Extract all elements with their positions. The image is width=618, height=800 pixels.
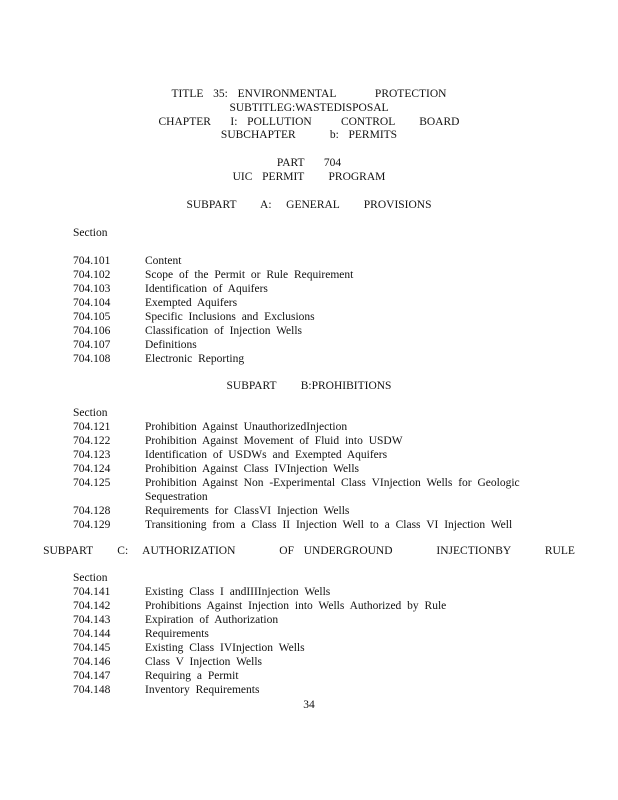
section-row: [73, 641, 543, 655]
part-line: PART 704: [276, 157, 342, 169]
section-title: Content: [145, 255, 182, 267]
section-number: 704.108: [73, 353, 111, 365]
section-list: [73, 585, 543, 697]
subpart-heading: SUBPART B:PROHIBITIONS: [226, 380, 392, 392]
section-number: 704.146: [73, 656, 111, 668]
section-title: Exempted Aquifers: [145, 297, 238, 309]
section-number: 704.103: [73, 283, 111, 295]
section-number: 704.141: [73, 586, 111, 598]
subpart-heading: SUBPART A: GENERAL PROVISIONS: [186, 199, 432, 211]
section-number: 704.122: [73, 435, 111, 447]
section-row: [73, 338, 543, 352]
section-number: 704.125: [73, 477, 111, 489]
section-list: [73, 420, 543, 532]
part-name-line: UIC PERMIT PROGRAM: [232, 171, 386, 183]
section-row: [73, 613, 543, 627]
section-number: 704.142: [73, 600, 111, 612]
section-number: 704.121: [73, 421, 111, 433]
chapter-line: CHAPTER I: POLLUTION CONTROL BOARD: [158, 116, 460, 128]
section-title: Existing Class I andIIIInjection Wells: [145, 586, 331, 598]
section-row: [73, 683, 543, 697]
section-number: 704.104: [73, 297, 111, 309]
section-number: 704.128: [73, 505, 111, 517]
section-row: [73, 434, 543, 448]
page-number: 34: [303, 699, 315, 711]
section-label: Section: [73, 572, 108, 584]
section-title: Prohibition Against Non -Experimental Class VInjection Wells for Geologic Sequestration: [145, 477, 520, 503]
section-title: Electronic Reporting: [145, 353, 245, 365]
section-title: Scope of the Permit or Rule Requirement: [145, 269, 354, 281]
section-number: 704.107: [73, 339, 111, 351]
section-row: [73, 585, 543, 599]
section-title: Prohibition Against Class IVInjection Wells: [145, 463, 360, 475]
section-row: [73, 504, 543, 518]
section-number: 704.106: [73, 325, 111, 337]
section-label: Section: [73, 407, 108, 419]
section-title: Specific Inclusions and Exclusions: [145, 311, 315, 323]
section-row: [73, 296, 543, 310]
subpart-heading: SUBPART C: AUTHORIZATION OF UNDERGROUND INJECTIONBY RULE: [43, 545, 575, 557]
section-row: [73, 282, 543, 296]
section-number: 704.129: [73, 519, 111, 531]
section-number: 704.105: [73, 311, 111, 323]
section-title: Transitioning from a Class II Injection Well to a Class VI Injection Well: [145, 519, 513, 531]
section-title: Class V Injection Wells: [145, 656, 263, 668]
section-number: 704.148: [73, 684, 111, 696]
section-number: 704.144: [73, 628, 111, 640]
section-title: Definitions: [145, 339, 197, 351]
section-row: [73, 324, 543, 338]
section-title: Requirements: [145, 628, 209, 640]
section-row: [73, 420, 543, 434]
section-row: [73, 462, 543, 476]
section-label: Section: [73, 227, 108, 239]
section-row: [73, 669, 543, 683]
section-row: [73, 310, 543, 324]
section-list: [73, 254, 543, 366]
section-title: Requirements for ClassVI Injection Wells: [145, 505, 350, 517]
section-title: Expiration of Authorization: [145, 614, 279, 626]
section-row: [73, 599, 543, 613]
section-row: [73, 476, 543, 504]
subtitle-line: SUBTITLEG:WASTEDISPOSAL: [229, 102, 389, 114]
section-row: [73, 518, 543, 532]
section-title: Existing Class IVInjection Wells: [145, 642, 305, 654]
section-row: [73, 627, 543, 641]
section-number: 704.101: [73, 255, 111, 267]
section-number: 704.102: [73, 269, 111, 281]
section-row: [73, 448, 543, 462]
section-title: Inventory Requirements: [145, 684, 260, 696]
section-number: 704.123: [73, 449, 111, 461]
section-number: 704.143: [73, 614, 111, 626]
section-row: [73, 268, 543, 282]
section-number: 704.145: [73, 642, 111, 654]
section-title: Prohibition Against Movement of Fluid into USDW: [145, 435, 403, 447]
title-line: TITLE 35: ENVIRONMENTAL PROTECTION: [171, 88, 447, 100]
section-row: [73, 254, 543, 268]
subchapter-line: SUBCHAPTER b: PERMITS: [220, 129, 398, 141]
section-number: 704.147: [73, 670, 111, 682]
section-title: Prohibitions Against Injection into Wells Authorized by Rule: [145, 600, 447, 612]
section-title: Identification of Aquifers: [145, 283, 268, 295]
section-title: Prohibition Against UnauthorizedInjection: [145, 421, 348, 433]
section-row: [73, 352, 543, 366]
section-row: [73, 655, 543, 669]
section-title: Requiring a Permit: [145, 670, 239, 682]
section-number: 704.124: [73, 463, 111, 475]
section-title: Identification of USDWs and Exempted Aquifers: [145, 449, 388, 461]
section-title: Classification of Injection Wells: [145, 325, 303, 337]
